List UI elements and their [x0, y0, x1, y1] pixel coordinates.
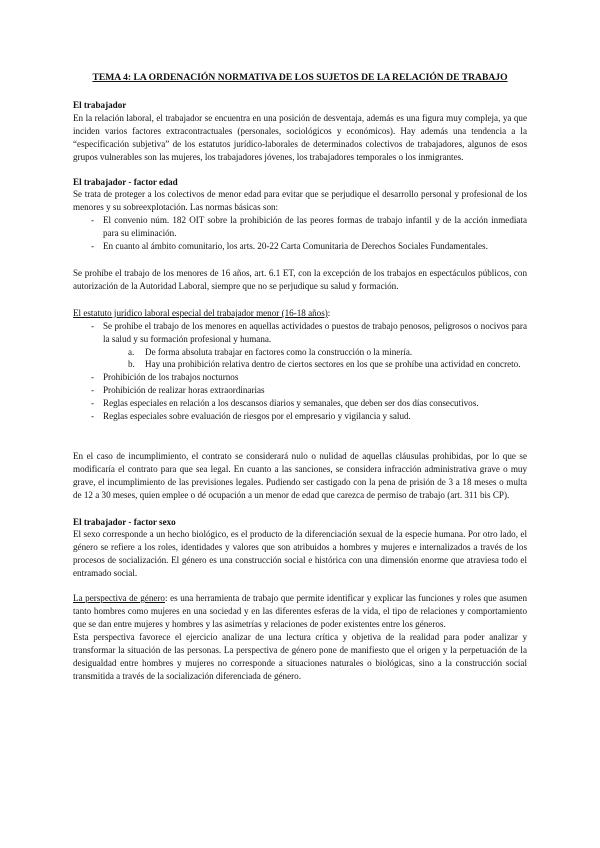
section-factor-edad [73, 176, 527, 502]
paragraph-perspectiva-genero [73, 592, 527, 631]
section-heading-factor-sexo: El trabajador - factor sexo [73, 516, 176, 527]
paragraph-prohibicion-menores: Se prohíbe el trabajo de los menores de 16 años, art. 6.1 ET, con la excepción de los trabajos en espectáculos públicos, con autorización de la Autoridad Laboral, siempre que no se perjudique su salud y formación. [73, 267, 527, 291]
paragraph-incumplimiento: En el caso de incumplimiento, el contrato se considerará nulo o nulidad de aquellas cláusulas prohibidas, por lo que se modificaría el contrato para que sea legal. En cuanto a las sanciones, se considera infracción administrativa grave o muy grave, el incumplimiento de las previsiones legales. Pudiendo ser castigado con la pena de prisión de 3 a 18 meses o multa de 12 a 30 meses, quien emplee o dé ocupación a un menor de edad que carezca de permiso de trabajo (art. 311 bis CP). [73, 450, 527, 500]
section-factor-sexo [73, 516, 527, 683]
paragraph-factor-edad-intro: Se trata de proteger a los colectivos de menor edad para evitar que se perjudique el desarrollo personal y profesional de los menores y su sobreexplotación. Las normas básicas son: [73, 189, 527, 213]
list-item [73, 320, 527, 372]
list-item: - Prohibición de realizar horas extraordinarias [73, 384, 527, 397]
list-item-text: Se prohíbe el trabajo de los menores en aquellas actividades o puestos de trabajo penosos, peligrosos o nocivos para la salud y su formación profesional y humana. [103, 320, 527, 344]
estatuto-colon: : [327, 307, 331, 318]
estatuto-list [73, 320, 527, 423]
estatuto-heading-line [73, 307, 527, 320]
sub-list-text: De forma absoluta trabajar en factores como la construcción o la minería. [145, 346, 413, 357]
perspectiva-genero-label: La perspectiva de género [73, 593, 165, 604]
sub-list-item [103, 346, 527, 359]
sub-list [103, 346, 527, 372]
paragraph-trabajador: En la relación laboral, el trabajador se encuentra en una posición de desventaja, además es una figura muy compleja, ya que inciden varios factores extracontractuales (personales, sociológicos y económicos). Hay además una tendencia a la “especificación subjetiva” de los estatutos jurídico-laborales de determinados colectivos de trabajadores, algunos de esos grupos vulnerables son las mujeres, los trabajadores jóvenes, los trabajadores temporales o los inmigrantes. [73, 112, 527, 162]
list-item: - Prohibición de los trabajos nocturnos [73, 371, 527, 384]
list-item: - Reglas especiales sobre evaluación de riesgos por el empresario y vigilancia y salud. [73, 410, 527, 423]
estatuto-heading: El estatuto jurídico laboral especial del trabajador menor (16-18 años) [73, 307, 328, 318]
paragraph-factor-sexo: El sexo corresponde a un hecho biológico, es el producto de la diferenciación sexual de la especie humana. Por otro lado, el género se refiere a los roles, identidades y valores que son atribuidos a hombres y mujeres e internalizados a través de los procesos de socialización. El género es una construcción social e histórica con una dimensión enorme que atraviesa todo el entramado social. [73, 529, 527, 579]
list-item: - El convenio núm. 182 OIT sobre la prohibición de las peores formas de trabajo infantil y de la acción inmediata para su eliminación. [73, 214, 527, 240]
section-heading-trabajador: El trabajador [73, 100, 127, 110]
section-trabajador [73, 99, 527, 164]
document-content [73, 72, 527, 682]
page-title: TEMA 4: LA ORDENACIÓN NORMATIVA DE LOS SUJETOS DE LA RELACIÓN DE TRABAJO [92, 72, 508, 83]
list-item: - En cuanto al ámbito comunitario, los arts. 20-22 Carta Comunitaria de Derechos Sociales Fundamentales. [73, 240, 527, 253]
sub-list-marker: a. [128, 346, 135, 357]
perspectiva-genero-text: : es una herramienta de trabajo que permite identificar y explicar las funciones y roles que asumen tanto hombres como mujeres en una sociedad y en las diferentes esferas de la vida, el tipo de relaciones y comportamiento que se dan entre mujeres y hombres y las asimetrías y relaciones de poder existentes entre los géneros. [73, 593, 527, 629]
sub-list-item [103, 358, 527, 371]
normas-basicas-list [73, 214, 527, 253]
section-heading-factor-edad: El trabajador - factor edad [73, 176, 178, 187]
paragraph-perspectiva-final: Esta perspectiva favorece el ejercicio analizar de una lectura crítica y objetiva de la realidad para poder analizar y transformar la situación de las personas. La perspectiva de género pone de manifiesto que el origen y la perpetuación de la desigualdad entre hombres y mujeres no corresponde a situaciones naturales o biológicas, sino a la construcción social transmitida a través de la socialización diferenciada de género. [73, 631, 527, 681]
sub-list-marker: b. [128, 359, 135, 370]
list-item: - Reglas especiales en relación a los descansos diarios y semanales, que deben ser dos días consecutivos. [73, 397, 527, 410]
sub-list-text: Hay una prohibición relativa dentro de ciertos sectores en los que se prohíbe una actividad en concreto. [145, 359, 521, 370]
